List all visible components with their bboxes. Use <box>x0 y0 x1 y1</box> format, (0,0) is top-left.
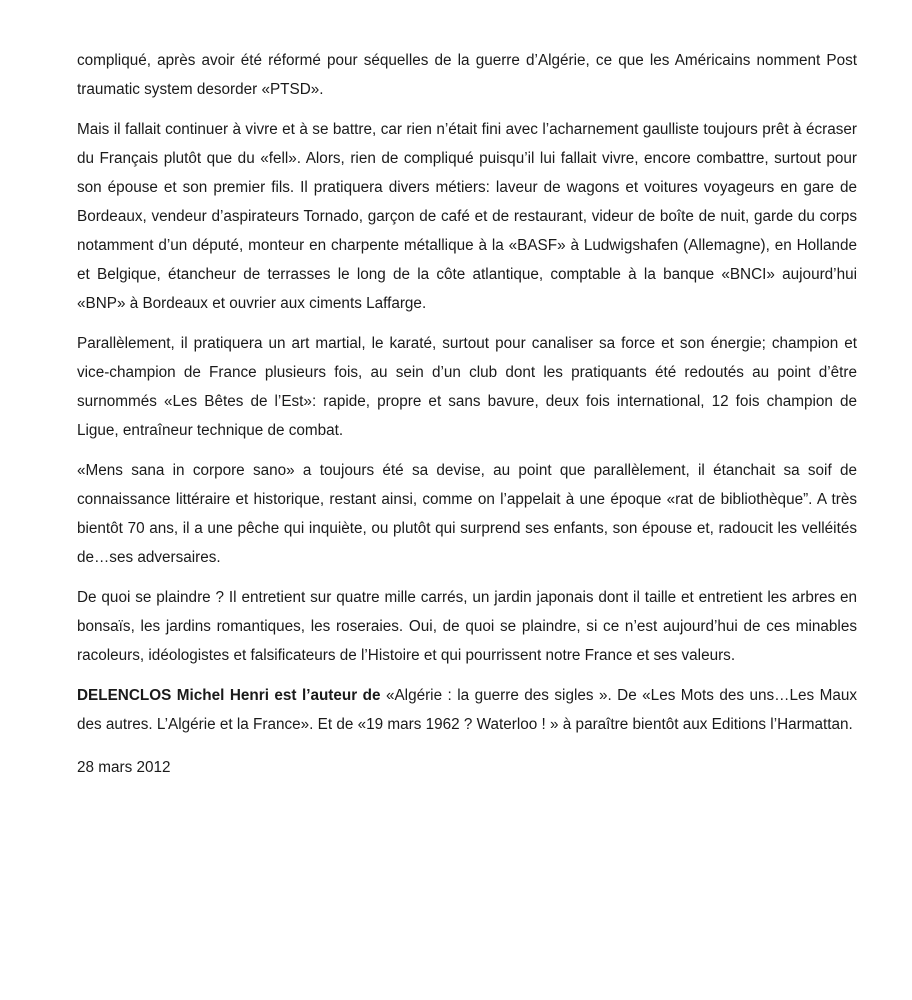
paragraph-karate: Parallèlement, il pratiquera un art martial, le karaté, surtout pour canaliser sa force et son énergie; champion et vice-champion de France plusieurs fois, au sein d’un club dont les pratiquants été redoutés au point d’être surnommés «Les Bêtes de l’Est»: rapide, propre et sans bavure, deux fois international, 12 fois champion de Ligue, entraîneur technique de combat. <box>77 335 857 439</box>
document-body <box>77 46 857 793</box>
paragraph-ptsd: compliqué, après avoir été réformé pour séquelles de la guerre d’Algérie, ce que les Américains nomment Post traumatic system desorder «PTSD». <box>77 52 857 98</box>
paragraph-motto: «Mens sana in corpore sano» a toujours été sa devise, au point que parallèlement, il étanchait sa soif de connaissance littéraire et historique, restant ainsi, comme on l’appelait à une époque «rat de bibliothèque”. A très bientôt 70 ans, il a une pêche qui inquiète, ou plutôt qui surprend ses enfants, son épouse et, radoucit les velléités de…ses adversaires. <box>77 462 857 566</box>
paragraph-author <box>77 681 857 739</box>
document-date: 28 mars 2012 <box>77 759 171 776</box>
paragraph-jobs: Mais il fallait continuer à vivre et à se battre, car rien n’était fini avec l’acharnement gaulliste toujours prêt à écraser du Français plutôt que du «fell». Alors, rien de compliqué puisqu’il lui fallait vivre, encore combattre, surtout pour son épouse et son premier fils. Il pratiquera divers métiers: laveur de wagons et voitures voyageurs en gare de Bordeaux, vendeur d’aspirateurs Tornado, garçon de café et de restaurant, videur de boîte de nuit, garde du corps notamment d’un député, monteur en charpente métallique à la «BASF» à Ludwigshafen (Allemagne), en Hollande et Belgique, étancheur de terrasses le long de la côte atlantique, comptable à la banque «BNCI» aujourd’hui «BNP» à Bordeaux et ouvrier aux ciments Laffarge. <box>77 121 857 312</box>
author-name: DELENCLOS Michel Henri est l’auteur de <box>77 687 381 704</box>
paragraph-garden: De quoi se plaindre ? Il entretient sur quatre mille carrés, un jardin japonais dont il taille et entretient les arbres en bonsaïs, les jardins romantiques, les roseraies. Oui, de quoi se plaindre, si ce n’est aujourd’hui de ces minables racoleurs, idéologistes et falsificateurs de l’Histoire et qui pourrissent notre France et ses valeurs. <box>77 589 857 664</box>
author-works: «Algérie : la guerre des sigles ». De «Les Mots des uns…Les Maux des autres. L’Algérie et la France». Et de «19 mars 1962 ? Waterloo ! » à paraître bientôt aux Editions l’Harmattan. <box>77 687 857 733</box>
